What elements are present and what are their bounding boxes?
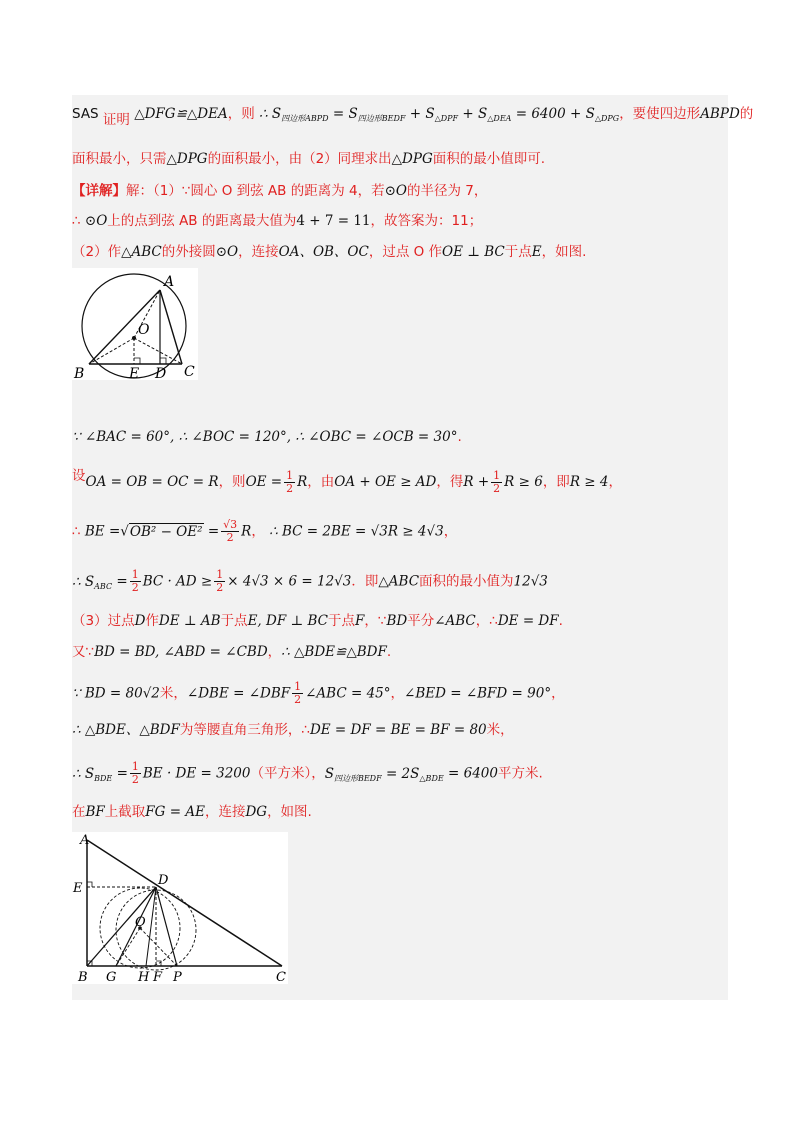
frac-half-1: $\frac{1}{2}$: [286, 468, 294, 495]
circle-o-1: ⊙O: [384, 183, 407, 199]
line7-by: ，由: [307, 474, 335, 490]
triangle-dpg-2: △DPG: [391, 151, 433, 167]
line-12: [72, 681, 565, 706]
label-e: E: [129, 366, 140, 380]
line10-m: ，∴: [475, 613, 498, 629]
oe-eq: OE =: [245, 474, 283, 490]
circle-o-3: ⊙O: [215, 244, 239, 260]
line15-c: 上截取: [104, 804, 146, 820]
line10-o: .: [558, 613, 563, 629]
line15-a: 在: [72, 804, 86, 820]
area-bde: ∴ $S_{BDE}$: [72, 765, 113, 783]
label-o: O: [138, 322, 150, 338]
line8-comma-2: ，: [443, 523, 458, 540]
label-b: B: [74, 366, 85, 380]
sas-text: SAS: [72, 106, 99, 122]
sum-expr: 4 + 7 = 11: [296, 213, 371, 229]
frac-half-2: $\frac{1}{2}$: [493, 468, 501, 495]
triangle-dpg-1: △DPG: [166, 151, 208, 167]
figure-2: [72, 832, 288, 984]
min-area: 12√3: [513, 573, 548, 590]
figure-1-svg: [72, 268, 198, 380]
line7-then: ，则: [218, 474, 246, 490]
line5-text-a: （2）作: [72, 244, 122, 260]
segment-dp: [156, 887, 177, 966]
circle-o-2: ⊙O: [84, 213, 108, 229]
area-expr-s4: + $S_{\triangle DEA}$: [462, 106, 512, 123]
of-word: 的: [739, 106, 754, 122]
segment-ac-2: [87, 840, 282, 966]
line-8: [72, 519, 457, 544]
sqm-2: 平方米.: [497, 765, 543, 782]
line-5: [72, 243, 586, 261]
sqrt-expr: OB² − OE²: [129, 523, 203, 540]
line6-period: .: [457, 429, 462, 445]
frac-half-6: $\frac{1}{2}$: [131, 760, 139, 786]
line2-text-c: 的面积最小，由（2）同理求出: [207, 151, 392, 167]
frac-half-4: $\frac{1}{2}$: [216, 568, 224, 594]
line10-i: ，∵: [364, 613, 387, 629]
line4-text-c: 上的点到弦 AB 的距离最大值为: [107, 213, 297, 229]
figure-2-svg: [72, 832, 288, 984]
point-f: F: [354, 613, 365, 629]
area-expr-s1: ∴ $S_{四边形ABPD}$: [259, 106, 329, 123]
area-value: × 4√3 × 6 = 12√3: [227, 573, 352, 590]
line11-e: .: [386, 644, 392, 660]
line2-text-e: 面积的最小值即可.: [432, 151, 546, 167]
proof-word: 证明: [102, 112, 130, 128]
label-f: F: [153, 970, 163, 984]
answer-text: ，故答案为：11；: [370, 213, 483, 229]
eq-sign: =: [207, 523, 220, 540]
bd-angles: BD = BD, ∠ABD = ∠CBD: [94, 644, 268, 660]
line7-get: ，得: [436, 474, 464, 490]
line5-text-e: ，连接: [238, 244, 279, 260]
line-2: [72, 150, 545, 168]
perp-df-bc: E, DF ⊥ BC: [247, 613, 328, 629]
seg-bf: BF: [85, 804, 105, 820]
line-7: [72, 467, 622, 495]
figure-1: [72, 268, 198, 380]
label-o-2: O: [135, 915, 146, 930]
segment-ob: [89, 338, 134, 364]
bd-length: ∵ BD = 80√2: [72, 685, 160, 702]
line-10: [72, 612, 563, 630]
area-3200: BE · DE = 3200: [142, 765, 251, 782]
point-e: E: [531, 244, 542, 260]
frac-sqrt3-2: $\frac{√3}{2}$: [223, 518, 238, 544]
line5-text-g: ，过点 O 作: [368, 244, 443, 260]
congruence-2: ∴ △BDE≌△BDF: [281, 644, 387, 660]
line15-g: ，如图.: [267, 804, 312, 820]
r-1: R: [297, 474, 308, 490]
seg-bd: BD: [386, 613, 408, 629]
label-c: C: [184, 364, 195, 380]
area-6400: = 6400: [448, 765, 498, 782]
center-dot: [132, 336, 136, 340]
right-angle-d: [160, 358, 166, 364]
frac-half-3: $\frac{1}{2}$: [131, 568, 139, 594]
angle-abc: ∠ABC: [434, 613, 476, 629]
right-angle-e: [134, 358, 140, 364]
bc-ad: BC · AD ≥: [142, 573, 213, 590]
area-expr-s3: + $S_{\triangle DPF}$: [409, 106, 459, 123]
line-11: [72, 643, 391, 661]
be-eq: BE =: [84, 523, 121, 540]
sqrt-sign: √: [120, 523, 129, 540]
line5-text-k: ，如图.: [541, 244, 587, 260]
perp-de-ab: DE ⊥ AB: [158, 613, 221, 629]
bc-ineq: ∴ BC = 2BE = √3R ≥ 4√3: [269, 523, 444, 540]
line10-c: 作: [145, 613, 159, 629]
line8-comma: ，: [251, 523, 265, 540]
r-plus: R +: [463, 474, 490, 490]
meter-2: 米，: [486, 722, 514, 738]
de-eq-df: DE = DF: [497, 613, 559, 629]
label-h: H: [138, 970, 150, 984]
segment-ac: [160, 290, 182, 364]
label-e-2: E: [73, 881, 83, 896]
perp-oe-bc: OE ⊥ BC: [442, 244, 505, 260]
line10-g: 于点: [327, 613, 355, 629]
line12-f: ，: [390, 685, 405, 702]
angle-45: ∠ABC = 45°: [305, 685, 391, 702]
radius-eq: OA = OB = OC = R: [85, 474, 219, 490]
r-2: R: [241, 523, 252, 540]
therefore-sym: ∴: [72, 213, 81, 229]
seg-dg: DG: [245, 804, 268, 820]
sqm-1: （平方米），: [250, 765, 325, 782]
quad-name: ABPD: [700, 106, 740, 122]
line11-a: 又∵: [72, 644, 95, 660]
area-2s: = $2S_{\triangle BDE}$: [385, 765, 444, 783]
line-3: [72, 182, 487, 200]
make-quad-text: ，要使四边形: [619, 106, 701, 122]
label-c-2: C: [276, 970, 286, 984]
line2-text-a: 面积最小，只需: [72, 151, 167, 167]
line7-ie: ，即: [542, 474, 570, 490]
line-15: [72, 803, 312, 821]
line9-ie: ．即: [351, 573, 379, 590]
line10-a: （3）过点: [72, 613, 135, 629]
label-b-2: B: [78, 970, 88, 984]
line7-comma: ，: [608, 474, 622, 490]
line10-e: 于点: [220, 613, 248, 629]
area-expr-s5: = $6400 + S_{\triangle DPG}$: [515, 106, 620, 123]
line-4: [72, 212, 482, 230]
fg-eq-ae: FG = AE: [145, 804, 205, 820]
solution-panel: [72, 95, 754, 1000]
label-d-2: D: [158, 873, 169, 888]
segment-dh: [146, 887, 156, 966]
area-expr-s2: = $S_{四边形BEDF}$: [332, 106, 406, 123]
then-word: ，则: [227, 106, 255, 122]
ineq-r-4: R ≥ 4: [569, 474, 609, 490]
triangles-bde-bdf: ∴ △BDE、△BDF: [72, 722, 180, 738]
triangle-abc-2: △ABC: [378, 573, 420, 590]
line-14: [72, 761, 543, 788]
label-g: G: [106, 970, 117, 984]
ineq-oa-oe: OA + OE ≥ AD: [334, 474, 437, 490]
line-6: [72, 428, 462, 446]
line-13: [72, 721, 514, 739]
eq-sign-3: =: [116, 765, 128, 782]
label-p: P: [173, 970, 182, 984]
line9-text-i: 面积的最小值为: [419, 573, 514, 590]
angle-relations: ∵ ∠BAC = 60°, ∴ ∠BOC = 120°, ∴ ∠OBC = ∠OCB = 30°: [72, 429, 458, 445]
meter-1: 米，: [159, 685, 187, 702]
frac-half-5: $\frac{1}{2}$: [294, 680, 302, 706]
eq-sign-2: =: [116, 573, 128, 590]
line10-k: 平分: [407, 613, 435, 629]
label-a: A: [164, 274, 175, 290]
triangle-abc: △ABC: [121, 244, 162, 260]
congruence-1: △DFG≌△DEA: [134, 106, 228, 122]
line15-e: ，连接: [204, 804, 246, 820]
point-d: D: [134, 613, 146, 629]
line3-text-d: 的半径为 7，: [407, 183, 488, 199]
lengths-80: DE = DF = BE = BF = 80: [309, 722, 487, 738]
label-a-2: A: [80, 833, 90, 848]
line3-text-b: 解：（1）∵圆心 O 到弦 AB 的距离为 4，若: [126, 183, 385, 199]
segments-oa-ob-oc: OA、OB、OC: [278, 244, 369, 260]
line5-text-i: 于点: [504, 244, 532, 260]
line-9: [72, 569, 548, 596]
line12-h: ，: [551, 685, 565, 702]
line-1: [72, 105, 753, 129]
line5-text-c: 的外接圆: [161, 244, 216, 260]
area-bedf: $S_{四边形BEDF}$: [324, 765, 382, 783]
ineq-r-6: R ≥ 6: [504, 474, 543, 490]
angle-dbe: ∠DBE = ∠DBF: [186, 685, 291, 702]
line13-b: 为等腰直角三角形，∴: [179, 722, 310, 738]
line11-c: ，: [267, 644, 282, 660]
area-abc: ∴ $S_{ABC}$: [72, 573, 113, 591]
let-word: 设: [72, 468, 86, 484]
therefore-sym-2: ∴: [72, 523, 81, 540]
label-d: D: [155, 366, 167, 380]
angle-90: ∠BED = ∠BFD = 90°: [404, 685, 552, 702]
detail-heading: 【详解】: [72, 183, 126, 199]
